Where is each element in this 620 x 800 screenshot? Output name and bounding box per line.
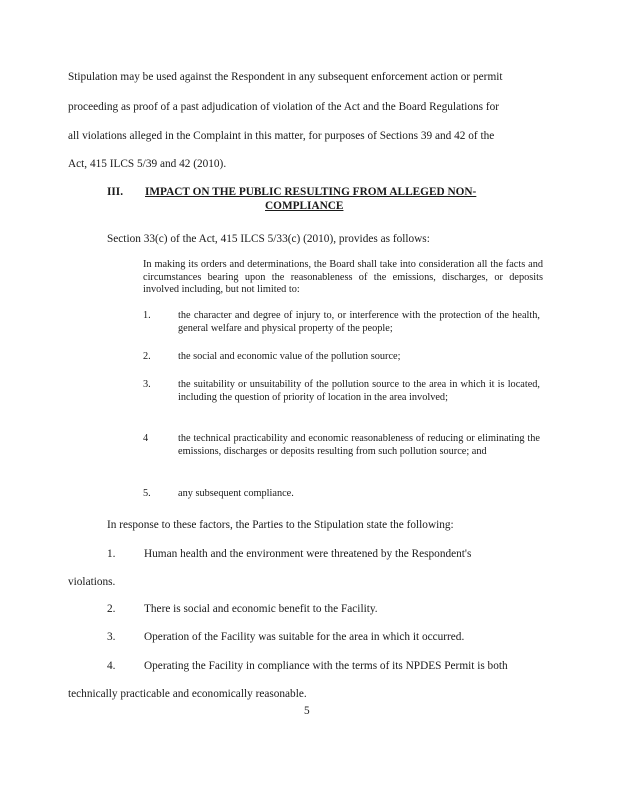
response-1-continuation: violations.	[68, 576, 116, 588]
factor-item-4	[143, 433, 543, 473]
response-number: 4.	[107, 660, 116, 672]
intro-line-1: Stipulation may be used against the Respondent in any subsequent enforcement action or permit	[68, 71, 503, 83]
factor-number: 1.	[143, 310, 151, 321]
response-text: Operating the Facility in compliance with the terms of its NPDES Permit is both	[144, 660, 508, 672]
response-item-2	[107, 602, 527, 616]
section-number: III.	[107, 186, 124, 198]
factor-text: the character and degree of injury to, or interference with the protection of the health, general welfare and physical property of the people;	[178, 310, 540, 334]
response-item-3	[107, 630, 527, 644]
factor-item-3	[143, 379, 543, 419]
factor-item-2	[143, 351, 543, 365]
response-number: 1.	[107, 548, 116, 560]
factor-text: the social and economic value of the pollution source;	[178, 351, 401, 362]
response-intro: In response to these factors, the Parties to the Stipulation state the following:	[107, 519, 454, 531]
factor-item-5	[143, 488, 543, 502]
factor-text: the suitability or unsuitability of the pollution source to the area in which it is located, including the question of priority of location in the area involved;	[178, 379, 540, 403]
factor-item-1	[143, 310, 543, 338]
intro-line-2: proceeding as proof of a past adjudication of violation of the Act and the Board Regulations for	[68, 101, 500, 113]
intro-line-4: Act, 415 ILCS 5/39 and 42 (2010).	[68, 158, 227, 170]
statute-intro: Section 33(c) of the Act, 415 ILCS 5/33(c) (2010), provides as follows:	[107, 233, 430, 245]
factor-text: any subsequent compliance.	[178, 488, 294, 499]
factor-number: 2.	[143, 351, 151, 362]
response-4-continuation: technically practicable and economically reasonable.	[68, 688, 307, 700]
section-title-line-1: IMPACT ON THE PUBLIC RESULTING FROM ALLEGED NON-	[145, 186, 477, 198]
response-text: Human health and the environment were threatened by the Respondent's	[144, 548, 472, 560]
factor-number: 4	[143, 433, 149, 444]
response-text: There is social and economic benefit to the Facility.	[144, 603, 378, 615]
factor-number: 3.	[143, 379, 151, 390]
response-item-1	[107, 547, 527, 561]
factor-text: the technical practicability and economic reasonableness of reducing or eliminating the emissions, discharges or deposits resulting from such pollution source; and	[178, 433, 540, 457]
section-heading	[107, 185, 527, 215]
response-item-4	[107, 659, 537, 673]
quote-lead: In making its orders and determinations, the Board shall take into consideration all the facts and circumstances bearing upon the reasonableness of the emissions, discharges, or deposits involved including, but not limited to:	[143, 259, 543, 295]
response-number: 3.	[107, 631, 116, 643]
response-text: Operation of the Facility was suitable for the area in which it occurred.	[144, 631, 465, 643]
section-title-line-2: COMPLIANCE	[265, 200, 344, 212]
response-number: 2.	[107, 603, 116, 615]
intro-line-3: all violations alleged in the Complaint in this matter, for purposes of Sections 39 and 42 of the	[68, 130, 495, 142]
page-number: 5	[304, 705, 310, 717]
factor-number: 5.	[143, 488, 151, 499]
